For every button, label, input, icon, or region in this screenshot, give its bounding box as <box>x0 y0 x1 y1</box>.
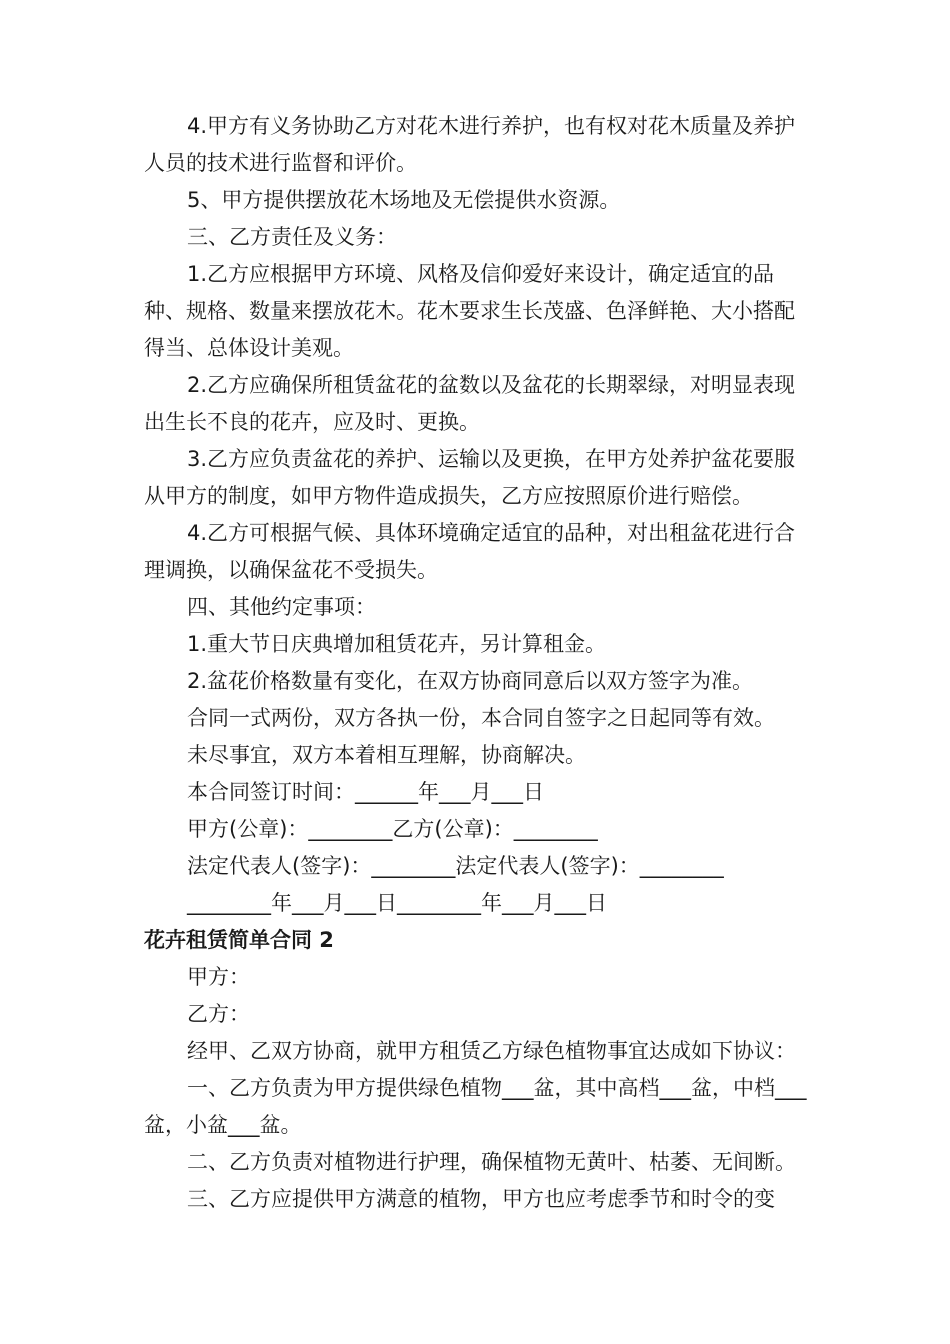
contract-title: 花卉租赁简单合同 2 <box>144 928 334 952</box>
document-body <box>144 108 814 1218</box>
paragraph: 1.乙方应根据甲方环境、风格及信仰爱好来设计，确定适宜的品种、规格、数量来摆放花木。花木要求生长茂盛、色泽鲜艳、大小搭配得当、总体设计美观。 <box>144 262 795 360</box>
paragraph: 经甲、乙双方协商，就甲方租赁乙方绿色植物事宜达成如下协议： <box>187 1039 796 1063</box>
seal-line: 甲方(公章)：________乙方(公章)：________ <box>187 817 598 841</box>
paragraph: 合同一式两份，双方各执一份，本合同自签字之日起同等有效。 <box>187 706 775 730</box>
paragraph: 5、甲方提供摆放花木场地及无偿提供水资源。 <box>187 188 621 212</box>
paragraph: 未尽事宜，双方本着相互理解，协商解决。 <box>187 743 586 767</box>
paragraph: 4.甲方有义务协助乙方对花木进行养护，也有权对花木质量及养护人员的技术进行监督和评价。 <box>144 114 796 175</box>
signing-date-line: 本合同签订时间：______年___月___日 <box>187 780 544 804</box>
section-heading: 四、其他约定事项： <box>187 595 376 619</box>
paragraph: 3.乙方应负责盆花的养护、运输以及更换，在甲方处养护盆花要服从甲方的制度，如甲方物件造成损失，乙方应按照原价进行赔偿。 <box>144 447 796 508</box>
paragraph: 1.重大节日庆典增加租赁花卉，另计算租金。 <box>187 632 607 656</box>
paragraph: 2.乙方应确保所租赁盆花的盆数以及盆花的长期翠绿，对明显表现出生长不良的花卉，应及时、更换。 <box>144 373 796 434</box>
paragraph: 一、乙方负责为甲方提供绿色植物___盆，其中高档___盆，中档___盆，小盆___盆。 <box>144 1076 807 1137</box>
section-heading: 三、乙方责任及义务： <box>187 225 397 249</box>
party-a-line: 甲方： <box>187 965 250 989</box>
paragraph: 三、乙方应提供甲方满意的植物，甲方也应考虑季节和时令的变 <box>187 1187 775 1211</box>
signature-line: 法定代表人(签字)：________法定代表人(签字)：________ <box>187 854 724 878</box>
paragraph: 2.盆花价格数量有变化，在双方协商同意后以双方签字为准。 <box>187 669 754 693</box>
party-b-line: 乙方： <box>187 1002 250 1026</box>
date-line: ________年___月___日________年___月___日 <box>187 891 607 915</box>
paragraph: 4.乙方可根据气候、具体环境确定适宜的品种，对出租盆花进行合理调换，以确保盆花不受损失。 <box>144 521 796 582</box>
paragraph: 二、乙方负责对植物进行护理，确保植物无黄叶、枯萎、无间断。 <box>187 1150 796 1174</box>
